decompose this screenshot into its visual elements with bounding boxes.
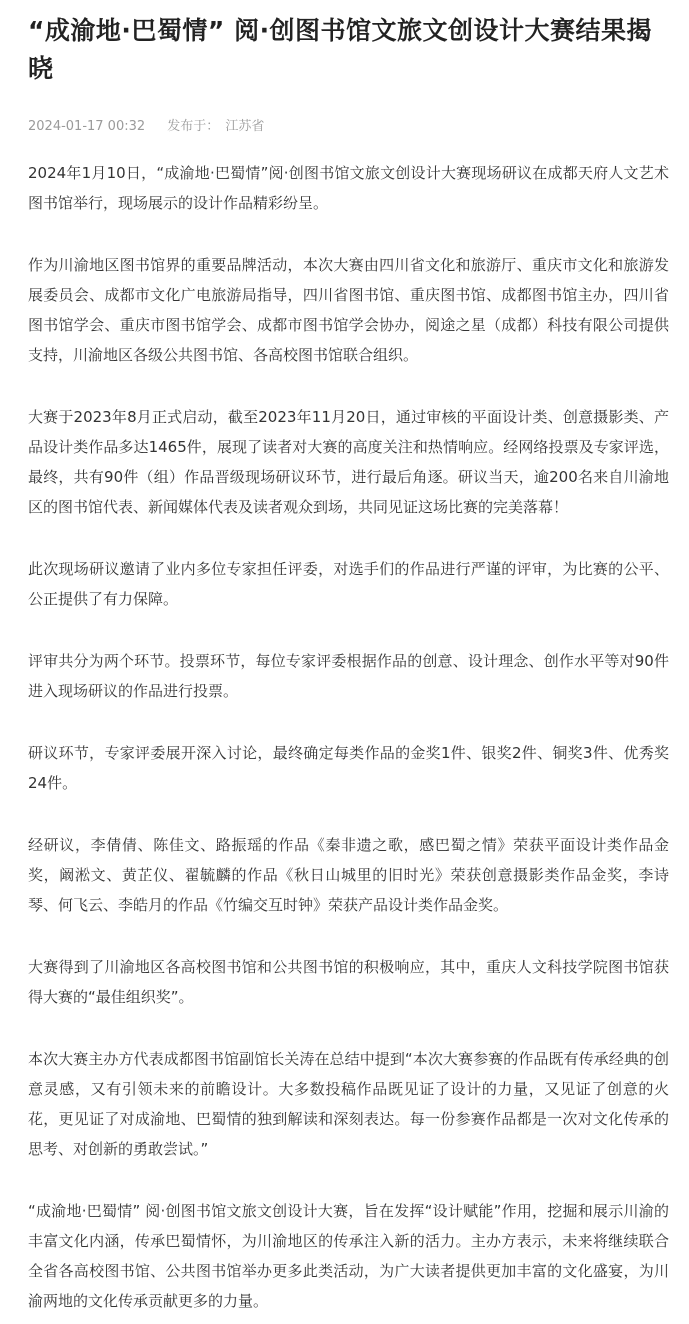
paragraph-5: 评审共分为两个环节。投票环节，每位专家评委根据作品的创意、设计理念、创作水平等对90件进入现场研议的作品进行投票。	[28, 652, 669, 700]
paragraph-4: 此次现场研议邀请了业内多位专家担任评委，对选手们的作品进行严谨的评审，为比赛的公平、公正提供了有力保障。	[28, 560, 669, 608]
paragraph-1: 2024年1月10日，“成渝地·巴蜀情”阅·创图书馆文旅文创设计大赛现场研议在成都天府人文艺术图书馆举行，现场展示的设计作品精彩纷呈。	[28, 164, 669, 212]
paragraph-3: 大赛于2023年8月正式启动，截至2023年11月20日，通过审核的平面设计类、创意摄影类、产品设计类作品多达1465件，展现了读者对大赛的高度关注和热情响应。经网络投票及专家评选，最终，共有90件（组）作品晋级现场研议环节，进行最后角逐。研议当天，逾200名来自川渝地区的图书馆代表、新闻媒体代表及读者观众到场，共同见证这场比赛的完美落幕！	[28, 408, 669, 516]
publish-date: 2024-01-17 00:32	[28, 119, 146, 134]
paragraph-8: 大赛得到了川渝地区各高校图书馆和公共图书馆的积极响应，其中，重庆人文科技学院图书馆获得大赛的“最佳组织奖”。	[28, 958, 669, 1006]
publisher-name: 江苏省	[225, 119, 265, 134]
article-body	[28, 158, 669, 1316]
article-meta	[28, 118, 669, 136]
paragraph-2: 作为川渝地区图书馆界的重要品牌活动，本次大赛由四川省文化和旅游厅、重庆市文化和旅游发展委员会、成都市文化广电旅游局指导，四川省图书馆、重庆图书馆、成都图书馆主办，四川省图书馆学会、重庆市图书馆学会、成都市图书馆学会协办，阅途之星（成都）科技有限公司提供支持，川渝地区各级公共图书馆、各高校图书馆联合组织。	[28, 256, 669, 364]
paragraph-10: “成渝地·巴蜀情” 阅·创图书馆文旅文创设计大赛，旨在发挥“设计赋能”作用，挖掘和展示川渝的丰富文化内涵，传承巴蜀情怀，为川渝地区的传承注入新的活力。主办方表示，未来将继续联合全省各高校图书馆、公共图书馆举办更多此类活动，为广大读者提供更加丰富的文化盛宴，为川渝两地的文化传承贡献更多的力量。	[28, 1202, 669, 1310]
paragraph-6: 研议环节，专家评委展开深入讨论，最终确定每类作品的金奖1件、银奖2件、铜奖3件、优秀奖24件。	[28, 744, 669, 792]
article-title: “成渝地·巴蜀情” 阅·创图书馆文旅文创设计大赛结果揭晓	[28, 16, 653, 83]
publisher-label: 发布于：	[167, 119, 220, 134]
paragraph-7: 经研议，李倩倩、陈佳文、路振瑶的作品《秦非遗之歌，感巴蜀之情》荣获平面设计类作品金奖，阚淞文、黄芷仪、翟毓麟的作品《秋日山城里的旧时光》荣获创意摄影类作品金奖，李诗琴、何飞云、李皓月的作品《竹编交互时钟》荣获产品设计类作品金奖。	[28, 836, 669, 914]
paragraph-9: 本次大赛主办方代表成都图书馆副馆长关涛在总结中提到“本次大赛参赛的作品既有传承经典的创意灵感，又有引领未来的前瞻设计。大多数投稿作品既见证了设计的力量，又见证了创意的火花，更见证了对成渝地、巴蜀情的独到解读和深刻表达。每一份参赛作品都是一次对文化传承的思考、对创新的勇敢尝试。”	[28, 1050, 669, 1158]
